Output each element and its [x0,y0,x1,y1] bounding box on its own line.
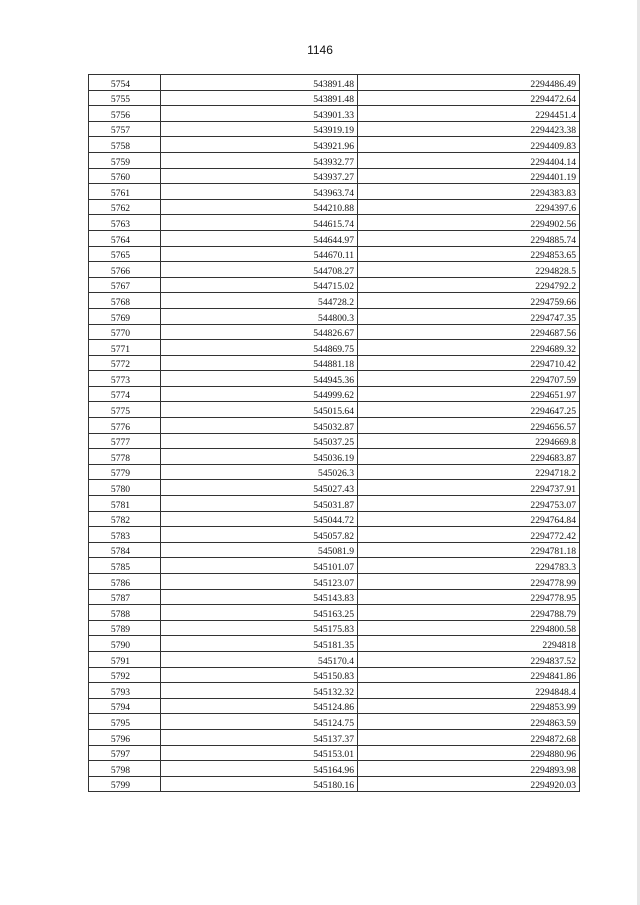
x-coordinate-cell: 545181.35 [161,636,358,652]
x-coordinate-cell: 543963.74 [161,184,358,200]
y-coordinate-cell: 2294778.95 [358,589,580,605]
table-row [89,277,580,293]
point-id-cell: 5762 [89,199,161,215]
x-coordinate-cell: 545044.72 [161,511,358,527]
table-row [89,745,580,761]
table-row [89,402,580,418]
point-id-cell: 5780 [89,480,161,496]
x-coordinate-cell: 543937.27 [161,168,358,184]
x-coordinate-cell: 544869.75 [161,340,358,356]
x-coordinate-cell: 544728.2 [161,293,358,309]
x-coordinate-cell: 545031.87 [161,496,358,512]
table-row [89,152,580,168]
table-row [89,464,580,480]
y-coordinate-cell: 2294747.35 [358,308,580,324]
x-coordinate-cell: 545153.01 [161,745,358,761]
x-coordinate-cell: 543932.77 [161,152,358,168]
table-row [89,605,580,621]
y-coordinate-cell: 2294451.4 [358,106,580,122]
table-row [89,761,580,777]
y-coordinate-cell: 2294920.03 [358,776,580,792]
y-coordinate-cell: 2294781.18 [358,542,580,558]
point-id-cell: 5797 [89,745,161,761]
y-coordinate-cell: 2294828.5 [358,262,580,278]
x-coordinate-cell: 545175.83 [161,620,358,636]
y-coordinate-cell: 2294737.91 [358,480,580,496]
point-id-cell: 5772 [89,355,161,371]
point-id-cell: 5767 [89,277,161,293]
y-coordinate-cell: 2294707.59 [358,371,580,387]
point-id-cell: 5764 [89,230,161,246]
y-coordinate-cell: 2294753.07 [358,496,580,512]
point-id-cell: 5773 [89,371,161,387]
x-coordinate-cell: 544670.11 [161,246,358,262]
point-id-cell: 5783 [89,527,161,543]
y-coordinate-cell: 2294683.87 [358,449,580,465]
table-row [89,636,580,652]
table-row [89,496,580,512]
x-coordinate-cell: 543891.48 [161,90,358,106]
x-coordinate-cell: 545101.07 [161,558,358,574]
point-id-cell: 5757 [89,121,161,137]
table-row [89,324,580,340]
table-row [89,308,580,324]
point-id-cell: 5796 [89,729,161,745]
table-row [89,230,580,246]
point-id-cell: 5793 [89,683,161,699]
y-coordinate-cell: 2294718.2 [358,464,580,480]
point-id-cell: 5795 [89,714,161,730]
x-coordinate-cell: 545164.96 [161,761,358,777]
x-coordinate-cell: 545036.19 [161,449,358,465]
x-coordinate-cell: 544945.36 [161,371,358,387]
table-row [89,215,580,231]
table-row [89,542,580,558]
table-row [89,511,580,527]
y-coordinate-cell: 2294423.38 [358,121,580,137]
table-row [89,355,580,371]
y-coordinate-cell: 2294778.99 [358,574,580,590]
point-id-cell: 5768 [89,293,161,309]
point-id-cell: 5769 [89,308,161,324]
x-coordinate-cell: 545026.3 [161,464,358,480]
y-coordinate-cell: 2294404.14 [358,152,580,168]
y-coordinate-cell: 2294759.66 [358,293,580,309]
x-coordinate-cell: 545027.43 [161,480,358,496]
y-coordinate-cell: 2294792.2 [358,277,580,293]
point-id-cell: 5774 [89,386,161,402]
y-coordinate-cell: 2294800.58 [358,620,580,636]
point-id-cell: 5763 [89,215,161,231]
y-coordinate-cell: 2294486.49 [358,75,580,91]
table-row [89,683,580,699]
point-id-cell: 5756 [89,106,161,122]
page-number: 1146 [307,43,333,57]
y-coordinate-cell: 2294409.83 [358,137,580,153]
x-coordinate-cell: 543901.33 [161,106,358,122]
table-row [89,449,580,465]
y-coordinate-cell: 2294687.56 [358,324,580,340]
y-coordinate-cell: 2294880.96 [358,745,580,761]
y-coordinate-cell: 2294893.98 [358,761,580,777]
point-id-cell: 5779 [89,464,161,480]
y-coordinate-cell: 2294837.52 [358,651,580,667]
coordinates-table [88,74,580,792]
point-id-cell: 5786 [89,574,161,590]
x-coordinate-cell: 544999.62 [161,386,358,402]
y-coordinate-cell: 2294710.42 [358,355,580,371]
point-id-cell: 5798 [89,761,161,777]
table-row [89,184,580,200]
x-coordinate-cell: 545180.16 [161,776,358,792]
y-coordinate-cell: 2294689.32 [358,340,580,356]
y-coordinate-cell: 2294472.64 [358,90,580,106]
table-row [89,651,580,667]
point-id-cell: 5778 [89,449,161,465]
point-id-cell: 5775 [89,402,161,418]
point-id-cell: 5794 [89,698,161,714]
table-row [89,340,580,356]
table-row [89,168,580,184]
y-coordinate-cell: 2294818 [358,636,580,652]
table-row [89,121,580,137]
y-coordinate-cell: 2294383.83 [358,184,580,200]
y-coordinate-cell: 2294853.99 [358,698,580,714]
table-row [89,246,580,262]
point-id-cell: 5776 [89,418,161,434]
point-id-cell: 5777 [89,433,161,449]
y-coordinate-cell: 2294788.79 [358,605,580,621]
table-row [89,371,580,387]
y-coordinate-cell: 2294841.86 [358,667,580,683]
x-coordinate-cell: 543919.19 [161,121,358,137]
point-id-cell: 5766 [89,262,161,278]
x-coordinate-cell: 544210.88 [161,199,358,215]
x-coordinate-cell: 545170.4 [161,651,358,667]
point-id-cell: 5790 [89,636,161,652]
point-id-cell: 5788 [89,605,161,621]
table-row [89,106,580,122]
table-row [89,433,580,449]
table-row [89,90,580,106]
table-row [89,386,580,402]
table-row [89,620,580,636]
x-coordinate-cell: 545015.64 [161,402,358,418]
point-id-cell: 5755 [89,90,161,106]
y-coordinate-cell: 2294885.74 [358,230,580,246]
x-coordinate-cell: 545123.07 [161,574,358,590]
point-id-cell: 5787 [89,589,161,605]
point-id-cell: 5789 [89,620,161,636]
y-coordinate-cell: 2294401.19 [358,168,580,184]
y-coordinate-cell: 2294651.97 [358,386,580,402]
x-coordinate-cell: 544826.67 [161,324,358,340]
x-coordinate-cell: 545032.87 [161,418,358,434]
x-coordinate-cell: 545163.25 [161,605,358,621]
point-id-cell: 5759 [89,152,161,168]
y-coordinate-cell: 2294647.25 [358,402,580,418]
y-coordinate-cell: 2294397.6 [358,199,580,215]
point-id-cell: 5754 [89,75,161,91]
coordinates-table-body [89,75,580,792]
x-coordinate-cell: 543921.96 [161,137,358,153]
point-id-cell: 5784 [89,542,161,558]
y-coordinate-cell: 2294669.8 [358,433,580,449]
table-row [89,729,580,745]
point-id-cell: 5761 [89,184,161,200]
table-row [89,589,580,605]
table-row [89,574,580,590]
table-row [89,137,580,153]
y-coordinate-cell: 2294863.59 [358,714,580,730]
point-id-cell: 5785 [89,558,161,574]
x-coordinate-cell: 544715.02 [161,277,358,293]
x-coordinate-cell: 544881.18 [161,355,358,371]
point-id-cell: 5771 [89,340,161,356]
y-coordinate-cell: 2294902.56 [358,215,580,231]
y-coordinate-cell: 2294783.3 [358,558,580,574]
point-id-cell: 5781 [89,496,161,512]
point-id-cell: 5770 [89,324,161,340]
table-row [89,776,580,792]
x-coordinate-cell: 545081.9 [161,542,358,558]
point-id-cell: 5758 [89,137,161,153]
x-coordinate-cell: 545143.83 [161,589,358,605]
point-id-cell: 5765 [89,246,161,262]
table-row [89,698,580,714]
y-coordinate-cell: 2294656.57 [358,418,580,434]
x-coordinate-cell: 544615.74 [161,215,358,231]
table-row [89,262,580,278]
x-coordinate-cell: 545150.83 [161,667,358,683]
table-row [89,667,580,683]
x-coordinate-cell: 543891.48 [161,75,358,91]
point-id-cell: 5799 [89,776,161,792]
point-id-cell: 5792 [89,667,161,683]
table-row [89,418,580,434]
table-row [89,527,580,543]
point-id-cell: 5791 [89,651,161,667]
x-coordinate-cell: 544708.27 [161,262,358,278]
table-row [89,293,580,309]
y-coordinate-cell: 2294772.42 [358,527,580,543]
y-coordinate-cell: 2294848.4 [358,683,580,699]
x-coordinate-cell: 545057.82 [161,527,358,543]
x-coordinate-cell: 545132.32 [161,683,358,699]
point-id-cell: 5760 [89,168,161,184]
table-row [89,75,580,91]
x-coordinate-cell: 545124.86 [161,698,358,714]
point-id-cell: 5782 [89,511,161,527]
table-row [89,558,580,574]
table-row [89,480,580,496]
y-coordinate-cell: 2294872.68 [358,729,580,745]
x-coordinate-cell: 545124.75 [161,714,358,730]
x-coordinate-cell: 545137.37 [161,729,358,745]
x-coordinate-cell: 545037.25 [161,433,358,449]
table-row [89,714,580,730]
table-row [89,199,580,215]
y-coordinate-cell: 2294853.65 [358,246,580,262]
x-coordinate-cell: 544800.3 [161,308,358,324]
y-coordinate-cell: 2294764.84 [358,511,580,527]
x-coordinate-cell: 544644.97 [161,230,358,246]
